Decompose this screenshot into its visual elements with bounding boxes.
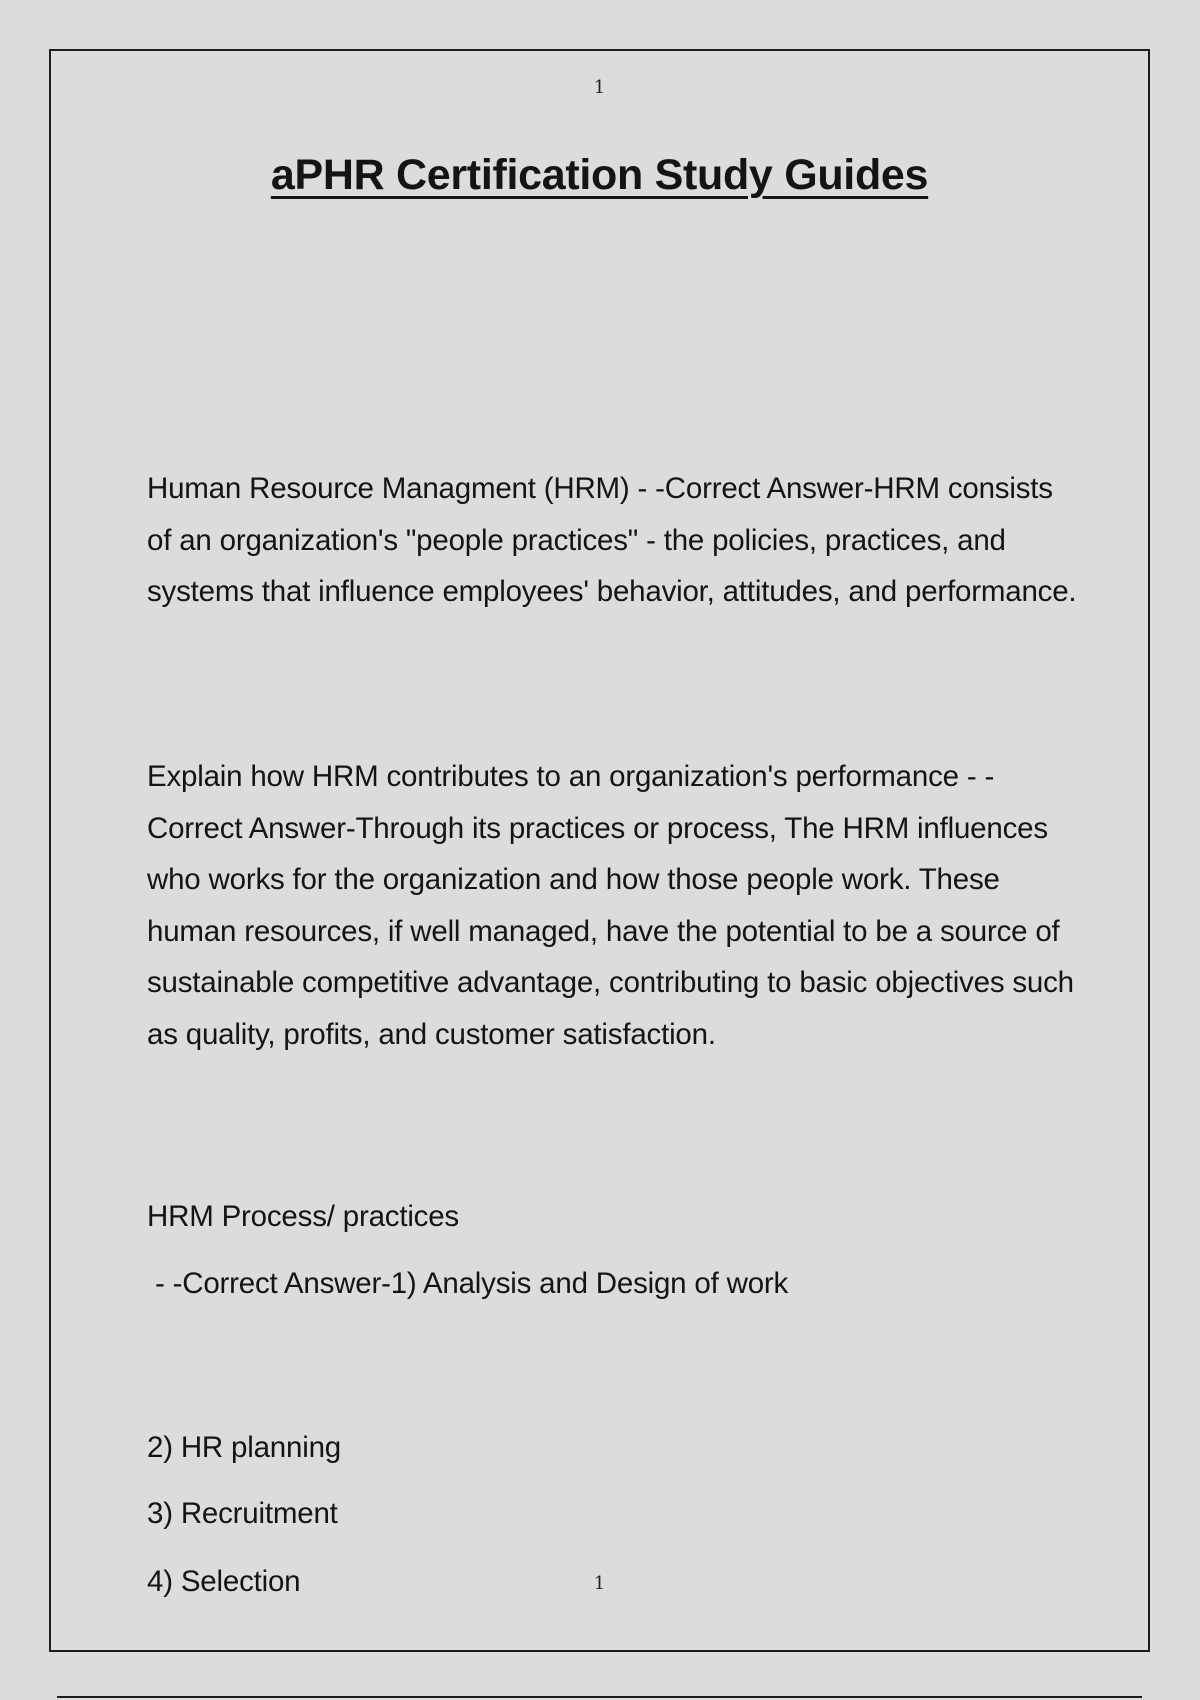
page-number-bottom: 1 — [593, 1573, 606, 1594]
process-list-item: 3) Recruitment — [147, 1497, 338, 1530]
page-frame — [49, 49, 1150, 1652]
process-list-item: 2) HR planning — [147, 1431, 341, 1464]
process-heading: HRM Process/ practices — [147, 1200, 459, 1233]
page-number-top: 1 — [593, 77, 606, 98]
document-title-text: aPHR Certification Study Guides — [270, 151, 929, 199]
process-list-item: 4) Selection — [147, 1565, 301, 1598]
hrm-definition-paragraph: Human Resource Managment (HRM) - -Correct Answer-HRM consists of an organization's "people practices" - the policies, practices, and systems that influence employees' behavior, attitudes, and performance. — [147, 472, 1077, 608]
next-page-edge-divider — [57, 1696, 1142, 1698]
process-answer: - -Correct Answer-1) Analysis and Design of work — [147, 1267, 789, 1300]
document-title — [51, 151, 1148, 200]
hrm-contribution-paragraph: Explain how HRM contributes to an organization's performance - -Correct Answer-Through its practices or process, The HRM influences who works for the organization and how those people work. These human resources, if well managed, have the potential to be a source of sustainable competitive advantage, contributing to basic objectives such as quality, profits, and customer satisfaction. — [147, 760, 1074, 1051]
